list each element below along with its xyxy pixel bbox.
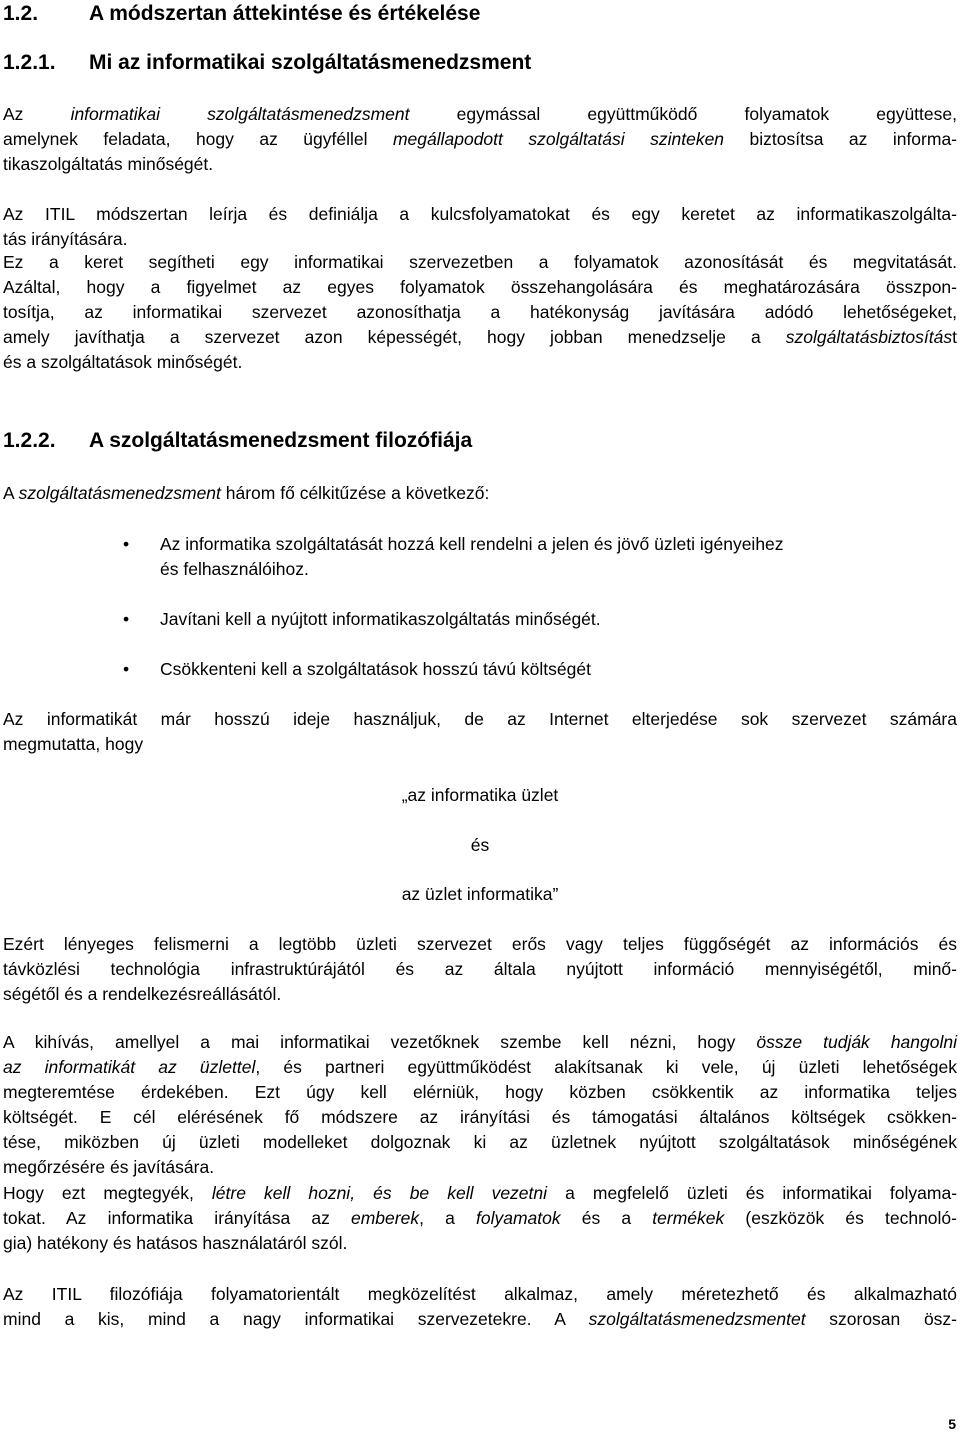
section-heading-1-2 [3,2,480,26]
italic-term: létre kell hozni, és be kell vezetni [211,1183,548,1203]
paragraph-processes [3,1181,957,1256]
text-line: tikaszolgáltatás minőségét. [3,154,214,174]
text-run: t [952,327,957,347]
italic-term: szolgáltatásmenedzsment [18,483,221,503]
italic-term: az informatikát az üzlettel [3,1057,256,1077]
paragraph-itil-philosophy [3,1282,957,1332]
text-run: , a [419,1208,476,1228]
text-run: , és partneri együttműködést alakítsanak ki vele, új üzleti lehetőségek [255,1057,957,1077]
bullet-icon: • [123,534,130,554]
text-line: megőrzésére és javítására. [3,1157,215,1177]
text-line: Az informatikát már hosszú ideje használjuk, de az Internet elterjedése sok szervezet számára [3,709,957,729]
text-line: Ezért lényeges felismerni a legtöbb üzleti szervezet erős vagy teljes függőségét az információs és [3,934,957,954]
section-heading-1-2-2 [3,429,472,453]
text-line [3,102,957,127]
text-line: gia) hatékony és hatásos használatáról szól. [3,1233,348,1253]
paragraph-itil-description [3,202,957,252]
text-run: A kihívás, amellyel a mai informatikai vezetőknek szembe kell nézni, hogy [3,1032,757,1052]
text-line [3,1307,957,1332]
text-line [3,1206,957,1231]
italic-term: össze tudják hangolni [756,1032,957,1052]
text-line [3,127,957,152]
text-line: és felhasználóihoz. [160,559,309,579]
paragraph-definition [3,102,957,177]
text-run: tokat. Az informatika irányítása az [3,1208,351,1228]
quote-line: és [470,835,490,855]
italic-term: szolgáltatásbiztosítás [785,327,953,347]
text-line [3,481,957,506]
text-line: költségét. E cél elérésének fő módszere az irányítási és támogatási általános költségek csökken- [3,1107,957,1127]
paragraph-challenge [3,1030,957,1180]
text-line: Azáltal, hogy a figyelmet az egyes folyamatok összehangolására és meghatározására összpon- [3,277,957,297]
text-line: Az informatika szolgáltatását hozzá kell rendelni a jelen és jövő üzleti igényeihez [160,534,784,554]
text-run: és a [560,1208,653,1228]
paragraph-framework [3,250,957,375]
heading-title: A módszertan áttekintése és értékelése [89,2,481,25]
bullet-icon: • [123,659,130,679]
heading-number: 1.2.1. [3,51,56,74]
text-run: (eszközök és technoló- [724,1208,957,1228]
text-run: a megfelelő üzleti és informatikai folyama- [547,1183,958,1203]
page-number: 5 [948,1416,956,1432]
text-run: Az [3,104,71,124]
text-line: és a szolgáltatások minőségét. [3,352,243,372]
heading-title: A szolgáltatásmenedzsment filozófiája [89,429,473,452]
text-run: Hogy ezt megtegyék, [3,1183,212,1203]
text-line: tése, miközben új üzleti modelleket dolgoznak ki az üzletnek nyújtott szolgáltatások minőségének [3,1132,957,1152]
text-line [3,1055,957,1080]
quote-line: az üzlet informatika” [401,884,559,904]
text-run: egymással együttműködő folyamatok együttese, [409,104,957,124]
text-line: Ez a keret segítheti egy informatikai szervezetben a folyamatok azonosítását és megvitatását. [3,252,957,272]
heading-number: 1.2.2. [3,429,56,452]
heading-title: Mi az informatikai szolgáltatásmenedzsment [89,51,532,74]
text-line: ségétől és a rendelkezésreállásától. [3,984,282,1004]
text-run: biztosítsa az informa- [724,129,957,149]
text-run: A [3,483,19,503]
text-run: szorosan ösz- [805,1309,958,1329]
text-run: amelynek feladata, hogy az ügyféllel [3,129,393,149]
text-line: megteremtése érdekében. Ezt úgy kell elérniük, hogy közben csökkentik az informatika teljes [3,1082,957,1102]
text-line [3,1030,957,1055]
quote-line: „az informatika üzlet [401,785,559,805]
text-line: tás irányítására. [3,229,128,249]
text-run: amely javíthatja a szervezet azon képességét, hogy jobban menedzselje a [3,327,786,347]
text-run: három fő célkitűzése a következő: [220,483,490,503]
text-line: távközlési technológia infrastruktúrájától és az általa nyújtott információ mennyiségétől, minő- [3,959,957,979]
italic-term: termékek [652,1208,725,1228]
text-line: Az ITIL filozófiája folyamatorientált megközelítést alkalmaz, amely méretezhető és alkalmazható [3,1284,957,1304]
paragraph-internet [3,707,957,757]
text-line: megmutatta, hogy [3,734,144,754]
italic-term: folyamatok [475,1208,561,1228]
text-line: tosítja, az informatikai szervezet azonosíthatja a hatékonyság javítására adódó lehetőségeket, [3,302,957,322]
italic-term: megállapodott szolgáltatási szinteken [392,129,725,149]
text-line [3,1181,957,1206]
text-line [3,325,957,350]
text-run: mind a kis, mind a nagy informatikai szervezetekre. A [3,1309,589,1329]
text-line: Az ITIL módszertan leírja és definiálja a kulcsfolyamatokat és egy keretet az informatikaszolgálta- [3,204,957,224]
text-line: Csökkenteni kell a szolgáltatások hosszú távú költségét [160,659,591,679]
italic-term: informatikai szolgáltatásmenedzsment [70,104,410,124]
section-heading-1-2-1 [3,51,531,75]
bullet-icon: • [123,609,130,629]
text-line: Javítani kell a nyújtott informatikaszolgáltatás minőségét. [160,609,601,629]
heading-number: 1.2. [3,2,39,25]
paragraph-objectives-intro [3,481,957,506]
italic-term: szolgáltatásmenedzsmentet [588,1309,806,1329]
paragraph-dependency [3,932,957,1007]
italic-term: emberek [350,1208,420,1228]
